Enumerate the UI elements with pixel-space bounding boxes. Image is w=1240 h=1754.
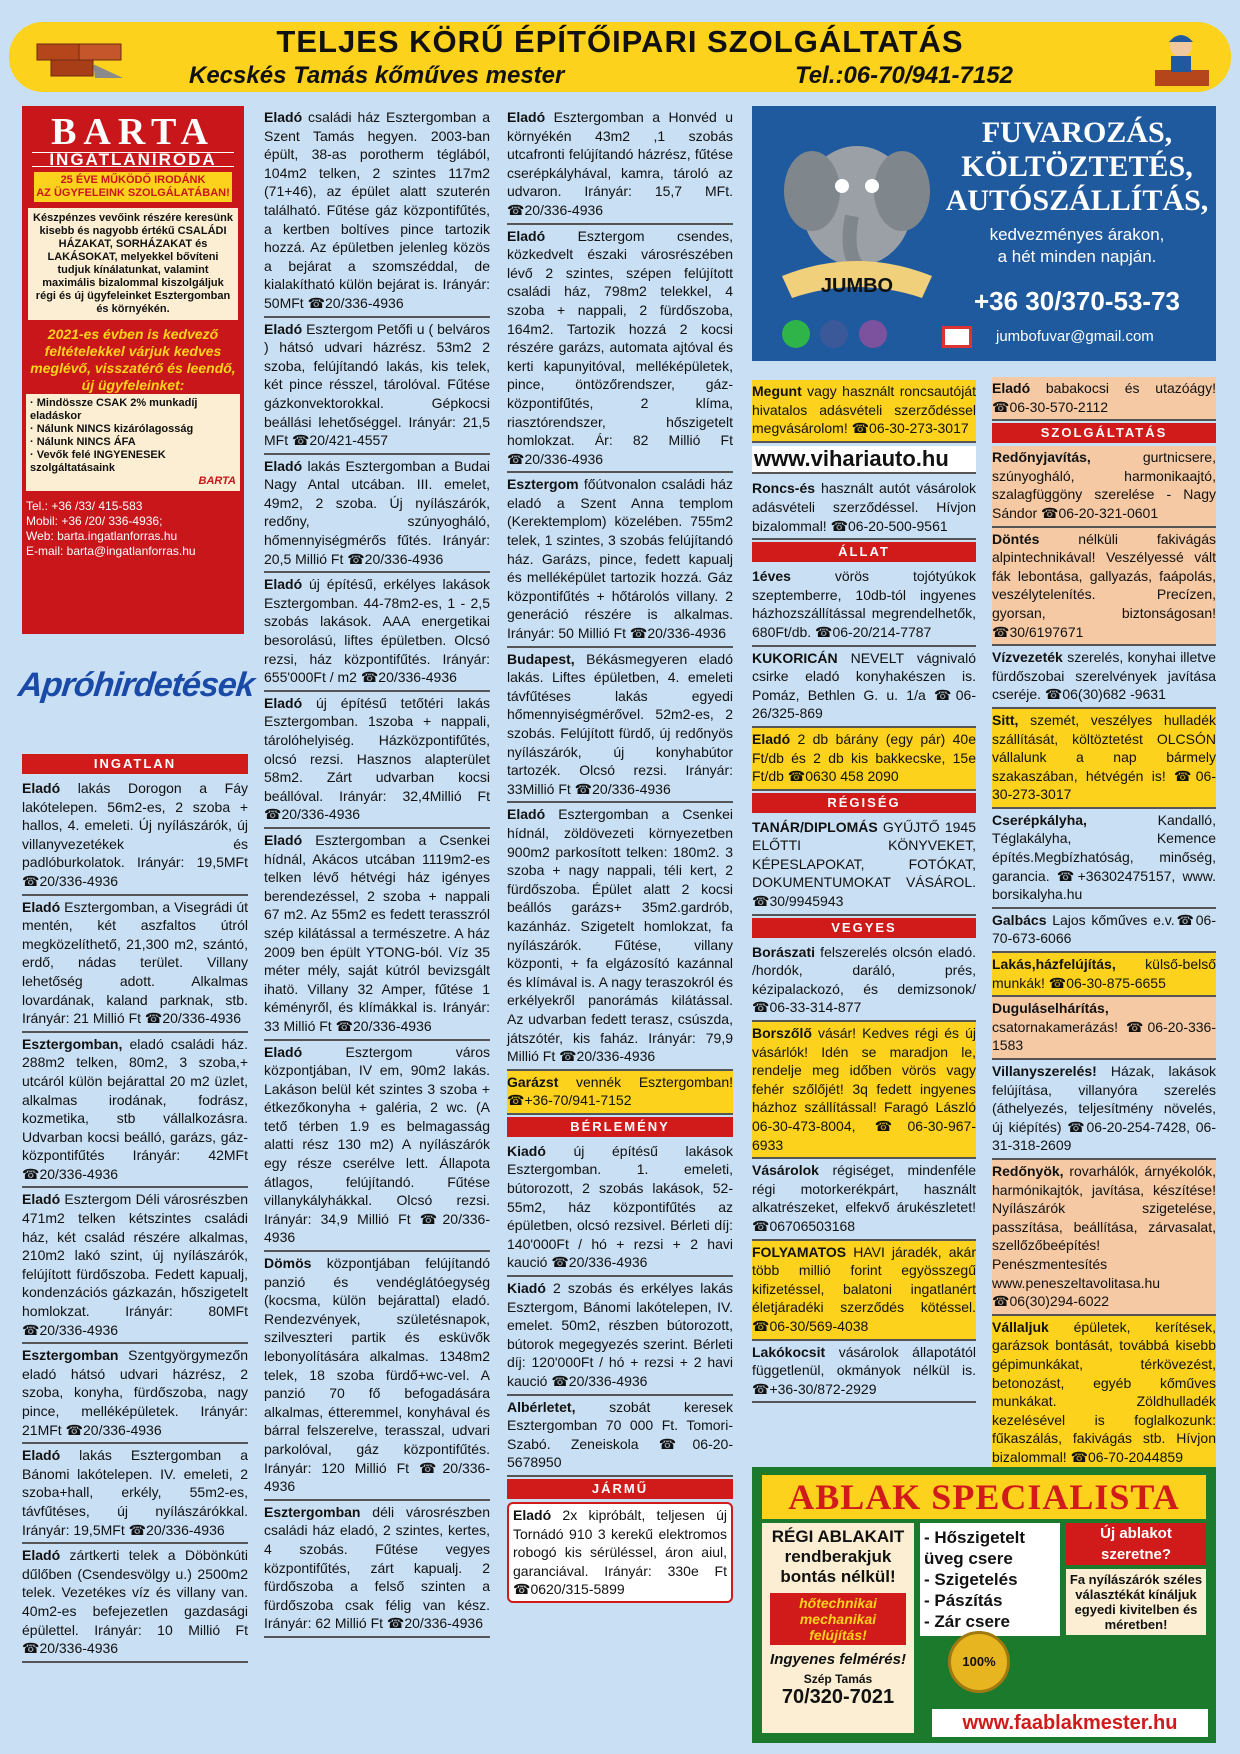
- classified-ad: [752, 380, 976, 443]
- barta-email[interactable]: E-mail: barta@ingatlanforras.hu: [26, 544, 196, 558]
- section-jarmu: JÁRMŰ: [507, 1479, 733, 1499]
- classifieds-heading: Apróhirdetések: [16, 666, 256, 704]
- classified-ad: [264, 1501, 490, 1638]
- ad-keyword: Kiadó: [507, 1142, 546, 1159]
- ablak-r2: szeretne?: [1066, 1544, 1206, 1565]
- classified-ad: [752, 647, 976, 728]
- ablak-left2: rendberakjuk: [784, 1547, 892, 1566]
- jumbo-h1: FUVAROZÁS,: [981, 116, 1173, 149]
- jumbo-sub2: a hét minden napján.: [997, 247, 1157, 266]
- ad-keyword: Eladó: [22, 1447, 61, 1464]
- website-link[interactable]: www.vihariauto.hu: [752, 446, 976, 475]
- jumbo-h3: AUTÓSZÁLLÍTÁS,: [945, 184, 1209, 217]
- ad-text: nélküli fakivágás alpintechnikával! Veszélyessé vált fák lebontása, gallyazás, faápolás, veszélytelenítés. Precízen, gyorsan, biztonságosan! ☎30/6197671: [992, 530, 1216, 640]
- ad-text: Esztergomban a Csenkei hídnál, Akácos utcában 1119m2-es telken lévő hétvégi ház igényes berendezéssel, 2 szoba + nappali 67 m2. Az 55m2 es fedett terasszról szép kilátással a természetre. A ház 2009 ben épült YTONG-ból. Víz 35 méter mély, saját kútról bevizsgált ihatö. Villany 32 Amper, fűtése 1 kéményről, és klímákkal is. Irányár: 33 Millió Ft ☎20/336-4936: [264, 831, 490, 1034]
- classified-ad: [22, 1344, 248, 1444]
- classified-ad: [752, 1159, 976, 1240]
- ablak-left: [762, 1523, 914, 1733]
- ad-keyword: Eladó: [264, 457, 303, 474]
- ablak-service: - Szigetelés: [924, 1570, 1018, 1589]
- classified-ad: [264, 106, 490, 318]
- ad-keyword: Eladó: [22, 1191, 61, 1208]
- classified-ad: [507, 803, 733, 1070]
- column-4: [752, 380, 976, 1403]
- classified-ad: [264, 455, 490, 574]
- header-banner: [9, 22, 1231, 92]
- ad-text: vagy használt roncsautóját hivatalos adásvételi szerződéssel megvásárolom! ☎06-30-273-3017: [752, 383, 976, 437]
- ad-keyword: Eladó: [264, 320, 303, 337]
- ad-keyword: Eladó: [507, 806, 546, 823]
- banner-title: TELJES KÖRŰ ÉPÍTŐIPARI SZOLGÁLTATÁS: [276, 24, 964, 59]
- classified-ad: [752, 1241, 976, 1341]
- ad-text: központjában felújítandó panzió és vendéglátóegység (kocsma, külön bejárattal) eladó. Rendezvények, születésnapok, szilveszteri partik és esküvők lebonyolítására alkalmas. 1348m2 telek, 18 szoba fürdő+wc-vel. A panzió 70 fő befogadására alkalmas, étteremmel, konyhával és bárral felszerelve, terasszal, udvari parkolóval, gáz központifűtés. Irányár: 120 Millió Ft ☎20/336-4936: [264, 1255, 490, 1495]
- ad-text: szerelés, konyhai illetve fürdőszobai szerelvények javítása cseréje. ☎06(30)682 -9631: [992, 649, 1216, 703]
- ad-text: családi ház Esztergomban a Szent Tamás hegyen. 2003-ban épült, 38-as porotherm téglából, 104m2 telken, 2 szintes 117m2 (71+46), az épület alatt szuterén található. Fűtése gáz központifűtés, a kertben boltíves pince tartozik hozzá. Az épületben jelenleg közös a bejárat a szomszéddal, de kialakítható külön bejárat is. Irányár: 50MFt ☎20/336-4936: [264, 109, 490, 311]
- classified-ad: [22, 1544, 248, 1663]
- ablak-right: [1066, 1523, 1206, 1635]
- ad-text: új építésű tetőtéri lakás Esztergomban. 1szoba + nappali, tárolóhelyiség. Házközpontifűtés, olcsó rezsi. Hasznos alapterület 58m2. Zárt udvarban kocsi beállóval. Irányár: 32,4Millió Ft ☎20/336-4936: [264, 694, 490, 823]
- ad-text: 2 szobás és erkélyes lakás Esztergom, Bánomi lakótelepen, IV. emelet. 50m2, részben bútorozott, bútorok megegyezés szerint. Bérleti díj: 120'000Ft / hó + rezsi + 2 havi kaució ☎20/336-4936: [507, 1280, 733, 1389]
- ablak-free: Ingyenes felmérés!: [770, 1651, 906, 1668]
- ad-keyword: Duguláselhárítás,: [992, 1000, 1109, 1017]
- ad-keyword: Esztergomban: [264, 1503, 361, 1520]
- ad-text: Kandalló, Téglakályha, Kemence építés.Megbízhatóság, minőség, garancia. ☎+36302475157, www. borsikalyha.hu: [992, 811, 1216, 903]
- banner-name: Kecskés Tamás kőműves mester: [189, 62, 565, 89]
- jumbo-sub: [952, 224, 1202, 268]
- ablak-r1: Új ablakot: [1066, 1523, 1206, 1544]
- ad-keyword: Eladó: [513, 1506, 552, 1523]
- section-berlemeny: BÉRLEMÉNY: [507, 1117, 733, 1137]
- ablak-name: Szép Tamás: [803, 1672, 873, 1686]
- ad-keyword: Eladó: [22, 780, 61, 796]
- ad-keyword: Eladó: [264, 109, 303, 125]
- ad-keyword: Vállaljuk: [992, 1318, 1049, 1335]
- classified-ad: [992, 809, 1216, 909]
- ad-text: lakás Esztergomban a Budai Nagy Antal utcában. III. emelet, 49m2, 2 szoba. Új nyílászárók, redőny, szúnyogháló, hőmennyiségmérős fűtés. Irányár: 20,5 Millió Ft ☎20/336-4936: [264, 457, 490, 567]
- ad-keyword: Albérletet,: [507, 1398, 576, 1415]
- ad-text: HAVI járadék, akár több millió forint egyösszegű kifizetéssel, balatoni ingatlanért életjáradéki szerződés kötéssel. ☎06-30/569-4038: [752, 1243, 976, 1334]
- ad-text: új építésű lakások Esztergomban. 1. emeleti, bútorozott, 2 szobás lakások, 52-55m2, ház központifűtés az épületben, olcsó rezsivel. Bérleti díj: 140'000Ft / hó + rezsi + 2 havi kaució ☎20/336-4936: [507, 1142, 733, 1271]
- section-allat: ÁLLAT: [752, 542, 976, 562]
- barta-italic: 2021-es évben is kedvező feltételekkel várjuk kedves meglévő, visszatérő és leendő, új ügyfeleinket:: [30, 326, 236, 393]
- classified-ad: [992, 709, 1216, 809]
- classified-ad: [752, 1341, 976, 1404]
- ablak-r3: Fa nyílászárók széles választékát kínáljuk egyedi kivitelben és méretben!: [1066, 1569, 1206, 1635]
- jumbo-phone: +36 30/370-53-73: [973, 286, 1180, 316]
- ad-keyword: Galbács: [992, 911, 1047, 928]
- ad-keyword: Esztergomban,: [22, 1035, 123, 1052]
- barta-benefits: [26, 394, 240, 491]
- social-icons: [782, 320, 893, 353]
- ad-text: eladó családi ház. 288m2 telken, 80m2, 3 szoba,+ utcáról külön bejárattal 20 m2 üzlet, alkalmas irodának, fodrász, kozmetika, stb vállalkozásra. Udvarban kocsi beálló, garázs, gáz-központifűtés Irányár: 42MFt ☎20/336-4936: [22, 1035, 248, 1182]
- ad-keyword: Eladó: [264, 831, 303, 848]
- classified-ad: [22, 1444, 248, 1544]
- ablak-service: - Hőszigetelt: [924, 1528, 1026, 1547]
- ad-keyword: Garázst: [507, 1073, 559, 1090]
- ad-text: Esztergomban a Csenkei hídnál, zöldövezeti környezetben 900m2 parkosított telken: 180m2. 3 szoba + nagy nappali, téli kert, 2 fürdőszoba. Épület alatt 2 kocsi beállós garázs+ 35m2.gardrób, kazánház. Szigetelt homlokzat, fa nyílászárók. Fűtése, villany központi, + fa elgázosító kazánnal és klímával is. A nagy teraszokról és erkélyekről panorámás kilátással. Az udvarban fedett terasz, csúszda, játszótér, kis faház. Irányár: 79,9 Millió Ft ☎20/336-4936: [507, 806, 733, 1065]
- ad-keyword: Eladó: [264, 1043, 303, 1060]
- classified-ad: [22, 896, 248, 1033]
- section-regiseg: RÉGISÉG: [752, 793, 976, 813]
- ad-keyword: Budapest,: [507, 650, 575, 667]
- ad-keyword: Villanyszerelés!: [992, 1063, 1097, 1079]
- jumbo-email[interactable]: jumbofuvar@gmail.com: [996, 328, 1154, 345]
- ad-text: szemét, veszélyes hulladék szállítását, költöztetést OLCSÓN vállalunk a nap bármely szakaszában, hétvégén is! ☎06-30-273-3017: [992, 711, 1216, 803]
- ad-text: 2 db bárány (egy pár) 40e Ft/db és 2 db kis bakkecske, 15e Ft/db ☎0630 458 2090: [752, 730, 976, 785]
- barta-contact: [26, 499, 240, 559]
- ad-keyword: Eladó: [507, 227, 546, 244]
- ad-keyword: Borászati: [752, 943, 816, 960]
- ad-keyword: Lakás,házfelújítás,: [992, 956, 1116, 973]
- section-ingatlan: INGATLAN: [22, 754, 248, 774]
- jumbo-logo-text: JUMBO: [820, 275, 894, 297]
- ad-text: csatornakamerázás! ☎06-20-336-1583: [992, 1018, 1216, 1054]
- classified-ad: [752, 728, 976, 791]
- ad-keyword: Megunt: [752, 383, 802, 399]
- ad-keyword: Roncs-és: [752, 480, 816, 497]
- ad-text: felszerelés olcsón eladó. /hordók, daráló, prés, kézipalackozó, és demizsonok/ ☎06-33-314-877: [752, 943, 976, 1016]
- barta-years-line1: 25 ÉVE MŰKÖDŐ IRODÁNK: [60, 174, 206, 186]
- barta-benefit: · Nálunk NINCS ÁFA: [30, 436, 136, 448]
- classified-ad: [992, 1060, 1216, 1160]
- classified-ad: [992, 1160, 1216, 1316]
- classified-ad: [264, 1041, 490, 1253]
- classified-ad: [752, 816, 976, 916]
- classified-ad: [22, 1188, 248, 1344]
- classified-ad: [264, 1252, 490, 1501]
- ad-text: régiséget, mindenféle régi motorkerékpárt, használt alkatrészeket, elfekvő árukészletet! ☎06706503168: [752, 1162, 976, 1234]
- classified-ad: [752, 477, 976, 540]
- barta-agency-ad: [22, 106, 244, 634]
- ad-text: vennék Esztergomban! ☎+36-70/941-7152: [507, 1073, 733, 1109]
- ad-text: Esztergom csendes, közkedvelt északi városrészében lévő 2 szintes, szépen felújított családi ház, 798m2 telekkel, 4 szoba + nappali, 2 fürdőszoba, 164m2. Tartozik hozzá 2 kocsi részére garázs, automata ajtóval és kerti kapunyitóval, melléképületek, pince, öntözőrendszer, gáz-központifűtés, 2 klíma, riasztórendszer, hőszigetelt homlokzat. Ár: 82 Millió Ft ☎20/336-4936: [507, 227, 733, 467]
- ad-keyword: Vásárolok: [752, 1162, 819, 1179]
- facebook-icon[interactable]: [820, 320, 848, 348]
- ablak-specialista-ad: [752, 1467, 1216, 1743]
- ad-text: használt autót vásárolok adásvételi szerződéssel. Hívjon bizalommal! ☎06-20-500-9561: [752, 480, 976, 534]
- ad-keyword: Eladó: [992, 380, 1031, 396]
- ad-text: vörös tojótyúkok szeptemberre, 10db-tól ingyenes házhozszállítással megrendelhetők, 680Ft/db. ☎06-20/214-7787: [752, 568, 976, 640]
- ablak-web[interactable]: www.faablakmester.hu: [932, 1709, 1208, 1737]
- classified-ad: [264, 829, 490, 1041]
- classified-ad: [992, 997, 1216, 1060]
- ad-text: NEVELT vágnivaló csirke eladó konyhakészen is. Pomáz, Bethlen G. u. 1/a ☎06-26/325-869: [752, 649, 976, 722]
- ad-text: zártkerti telek a Döbönkúti dűlőben (Csendesvölgy u.) 2500m2 telek. Vezetékes víz és villany van. 40m2-es befejezetlen gazdasági épülettel. Irányár: 10 Millió Ft ☎20/336-4936: [22, 1547, 248, 1657]
- ablak-left3: bontás nélkül!: [780, 1567, 896, 1586]
- ad-keyword: KUKORICÁN: [752, 649, 838, 666]
- classified-ad: [992, 528, 1216, 647]
- ablak-phone: 70/320-7021: [781, 1686, 895, 1708]
- barta-benefit: · Mindössze CSAK 2% munkadíj eladáskor: [30, 397, 198, 422]
- classified-ad: [264, 692, 490, 829]
- ad-text: Lajos kőműves e.v.☎06-70-673-6066: [992, 911, 1216, 947]
- ad-text: külső-belső munkák! ☎06-30-875-6655: [992, 956, 1216, 991]
- ad-text: lakás Esztergomban a Bánomi lakótelepen. IV. emeleti, 2 szoba+hall, erkély, 55m2-es, távfűtéses, új nyílászárókkal. Irányár: 19,5MFt ☎20/336-4936: [22, 1447, 248, 1538]
- elephant-logo-icon: [772, 126, 942, 306]
- jumbo-ad: [752, 106, 1216, 361]
- ad-text: Békásmegyeren eladó lakás. Liftes épületben, 4. emeleti távfűtéses lakás egyedi hőmennyiségmérővel. 52m2-es, 2 szobás. Felújított fürdő, új redőnyös nyílászárók, új konyhabútor tartozék. Olcsó rezsi. Irányár: 33Millió Ft ☎20/336-4936: [507, 650, 733, 797]
- barta-benefit: · Vevők felé INGYENESEK szolgáltatásaink: [30, 449, 166, 474]
- ad-keyword: Borszőlő: [752, 1025, 812, 1042]
- column-1: [22, 752, 248, 1663]
- ad-keyword: Esztergom: [507, 476, 579, 493]
- ad-text: főútvonalon családi ház eladó a Szent Anna templom (Kerektemplom) közelében. 755m2 telek, 1 szintes, 3 szobás felújítandó ház. Garázs, pince, fedett kapualj és melléképület tartozik hozzá. Gáz központifűtés + hőtárolós villany. 2 generáció részére is alkalmas. Irányár: 50 Millió Ft ☎20/336-4936: [507, 476, 733, 642]
- classified-ad: [507, 1277, 733, 1396]
- ad-keyword: Dömös: [264, 1255, 312, 1272]
- classified-ad: [22, 1033, 248, 1189]
- barta-years-line2: AZ ÜGYFELEINK SZOLGÁLATÁBAN!: [36, 187, 230, 199]
- jumbo-h2: KÖLTÖZTETÉS,: [961, 150, 1193, 183]
- ablak-services: [920, 1523, 1060, 1636]
- jumbo-sub1: kedvezményes árakon,: [989, 225, 1165, 244]
- ad-text: déli városrészben családi ház eladó, 2 szintes, kertes, 4 szobás. Fűtése vegyes központifűtés, zárt kapualj. 2 fürdőszoba a felső szinten a fürdőszoba csak félig van kész. Irányár: 62 Millió Ft ☎20/336-4936: [264, 1503, 490, 1632]
- section-vegyes: VEGYES: [752, 918, 976, 938]
- barta-logo: BARTA: [198, 475, 236, 487]
- ad-keyword: Eladó: [22, 898, 61, 915]
- ad-keyword: TANÁR/DIPLOMÁS: [752, 818, 878, 835]
- classified-ad: [992, 953, 1216, 997]
- classified-ad: [507, 473, 733, 647]
- column-5: [992, 377, 1216, 1471]
- ad-keyword: Esztergomban: [22, 1347, 119, 1364]
- classified-ad: [752, 565, 976, 646]
- ad-text: Esztergom Petőfi u ( belváros ) hátsó udvari házrész. 53m2 2 szoba, felújítandó lakás, kis telek, két pince résszel, tárolóval. Fűtése gázkonvektorokkal. Gépkocsi beállási lehetőséggel. Irányár: 21,5 MFt ☎20/421-4557: [264, 320, 490, 449]
- ad-text: Esztergom város központjában, IV em, 90m2 lakás. Lakáson belül két szintes 3 szoba + étkezőkonyha + galéria, 2 wc. (A tető térben 1.9 es belmagasság alatti rész 130 m2) A nyílászárók egy része cserélve lett. Állapota átlagos, felújítandó. Fűtése villanykályhákkal. Olcsó rezsi. Irányár: 34,9 Millió Ft ☎20/336-4936: [264, 1043, 490, 1246]
- ad-keyword: Eladó: [264, 694, 303, 711]
- ad-text: új építésű, erkélyes lakások Esztergomban. 44-78m2-es, 1 - 2,5 szobás lakások. AAA energetikai besorolású, liftes épületben. Olcsó rezsi, ház központifűtés. Irányár: 655'000Ft / m2 ☎20/336-4936: [264, 576, 490, 686]
- ad-keyword: Döntés: [992, 530, 1040, 547]
- classified-ad: [264, 318, 490, 455]
- barta-mobile: Mobil: +36 /20/ 336-4936;: [26, 514, 163, 528]
- classified-ad: [507, 648, 733, 804]
- column-3: [507, 106, 733, 1603]
- ad-text: 2x kipróbált, teljesen új Tornádó 910 3 kerekű elektromos robogó kis sérüléssel, áron aiul, garanciával. Irányár: 330e Ft ☎0620/315-5899: [513, 1506, 727, 1598]
- ad-keyword: Redőnyjavítás,: [992, 449, 1091, 466]
- ad-text: babakocsi és utazóágy! ☎06-30-570-2112: [992, 380, 1216, 415]
- ad-keyword: Kiadó: [507, 1280, 546, 1297]
- ad-keyword: Eladó: [507, 109, 546, 125]
- ad-keyword: FOLYAMATOS: [752, 1243, 847, 1260]
- classified-ad: [264, 573, 490, 692]
- classified-ad: [992, 1316, 1216, 1472]
- classified-ad: [992, 377, 1216, 421]
- ad-text: szobát keresek Esztergomban 70 000 Ft. Tomori-Szabó. Zeneiskola ☎06-20-5678950: [507, 1398, 733, 1471]
- barta-offer: Készpénzes vevőink részére keresünk kisebb és nagyobb értékű CSALÁDI HÁZAKAT, SORHÁZAKAT és LAKÁSOKAT, melyekkel bővíteni tudjuk kínálatunkat, valamint maximális bizalommal kiszolgáljuk régi és új ügyfeleinket Esztergomban és környékén.: [28, 208, 238, 320]
- classified-ad: [992, 646, 1216, 709]
- ad-keyword: Sitt,: [992, 711, 1019, 728]
- ad-text: vásárolok állapotától függetlenül, okmányok nélkül is. ☎+36-30/872-2929: [752, 1343, 976, 1397]
- viber-icon[interactable]: [859, 320, 887, 348]
- ablak-tech: hőtechnikai mechanikai felújítás!: [770, 1593, 906, 1645]
- column-2: [264, 106, 490, 1638]
- ad-text: Szentgyörgymezőn eladó hátsó udvari házrész, 2 szoba, konyha, fürdőszoba, nagy pince, melléképületek. Irányár: 21MFt ☎20/336-4936: [22, 1347, 248, 1438]
- classified-ad: [752, 941, 976, 1022]
- ad-keyword: Cserépkályha,: [992, 811, 1087, 828]
- mason-worker-icon: [1151, 26, 1213, 88]
- ad-keyword: 1éves: [752, 568, 791, 585]
- classified-ad: [992, 909, 1216, 953]
- classified-ad: [752, 1022, 976, 1159]
- ad-keyword: Eladó: [752, 730, 791, 747]
- barta-subtitle: INGATLANIRODA: [32, 152, 234, 167]
- ad-text: lakás Dorogon a Fáy lakótelepen. 56m2-es, 2 szoba + hallos, 4. emeleti. Új nyílászárók, új villanyvezetékek és padlóburkolatok. Irányár: 19,5MFt ☎20/336-4936: [22, 780, 248, 889]
- barta-title: BARTA: [51, 111, 215, 153]
- classified-ad: [507, 1071, 733, 1115]
- ad-text: gurtnicsere, szúnyogháló, harmonikaajtó, szalagfüggöny szerelése - Nagy Sándor ☎06-20-321-0601: [992, 449, 1216, 521]
- section-szolgaltatas: SZOLGÁLTATÁS: [992, 423, 1216, 443]
- ad-keyword: Eladó: [264, 576, 303, 593]
- guarantee-seal-icon: 100%: [948, 1631, 1010, 1693]
- ad-text: Esztergomban a Honvéd u környékén 43m2 ,1 szobás utcafronti felújítandó házrész, fűtése cserépkályhával, kamra, tároló az udvaron. Irányár: 15,7 MFt. ☎20/336-4936: [507, 109, 733, 218]
- classified-ad: [507, 106, 733, 225]
- ad-keyword: Lakókocsit: [752, 1343, 826, 1360]
- whatsapp-icon[interactable]: [782, 320, 810, 348]
- classified-ad: [507, 1396, 733, 1477]
- ad-text: GYŰJTŐ 1945 ELŐTTI KÖNYVEKET, KÉPESLAPOKAT, FOTÓKAT, DOKUMENTUMOKAT VÁSÁROL. ☎30/9945943: [752, 818, 976, 910]
- classified-ad: [507, 1140, 733, 1277]
- ad-text: Házak, lakások felújítása, villanyóra szerelés (áthelyezés, teljesítmény növelés, új kiépítés) ☎06-20-254-7428, 06-31-318-2609: [992, 1063, 1216, 1154]
- ad-text: épületek, kerítések, garázsok bontását, továbbá kisebb gépimunkákat, térkövezést, betonozást, egyéb kőműves munkákat. Zöldhulladék kezelésével is foglalkozunk: fűkaszálás, fakivágás stb. Hívjon bizalommal! ☎06-70-2044859: [992, 1318, 1216, 1465]
- ad-text: vásár! Kedves régi és új vásárlók! Idén se maradjon le, rendelje meg időben vörös vagy fehér szőlőjét! 3q fedett ingyenes házhoz szállítással! Faragó László 06-30-473-8004, ☎06-30-967-6933: [752, 1025, 976, 1153]
- ablak-service: - Pászítás: [924, 1591, 1003, 1610]
- ad-text: rovarhálók, árnyékolók, harmónikajtók, javítása, készítése! Nyílászárók szigetelése, passzítása, beállítása, zárvasalat, szellőzőbeépítés! Penészmentesítés www.peneszeltavolitasa.hu ☎06(30)294-6022: [992, 1162, 1216, 1310]
- classified-ad: [992, 446, 1216, 527]
- ad-keyword: Redőnyök,: [992, 1162, 1064, 1179]
- ad-text: Esztergom Déli városrészben 471m2 telken kétszintes családi ház, két család részére alkalmas, 210m2 lakó szint, új nyílászárók, felújított fürdőszoba. Fedett kapualj, kondenzációs gázkazán, hőszigetelt homlokzat. Irányár: 80MFt ☎20/336-4936: [22, 1191, 248, 1338]
- barta-tel: Tel.: +36 /33/ 415-583: [26, 499, 143, 513]
- ad-text: Esztergomban, a Visegrádi út mentén, két aszfaltos útról megközelíthető, 21,300 m2, szántó, erdő, nádas terület. Villany lehetőség adott. Alkalmas lovardának, kaland parknak, stb. Irányár: 21 Millió Ft ☎20/336-4936: [22, 898, 248, 1027]
- ablak-left1: RÉGI ABLAKAIT: [771, 1527, 905, 1546]
- gmail-icon: [942, 326, 972, 348]
- ablak-title: ABLAK SPECIALISTA: [762, 1475, 1206, 1519]
- classified-ad: [507, 1502, 733, 1603]
- ad-keyword: Eladó: [22, 1547, 61, 1564]
- banner-phone: Tel.:06-70/941-7152: [795, 62, 1013, 89]
- barta-years: [34, 172, 232, 202]
- barta-benefit: · Nálunk NINCS kizárólagosság: [30, 423, 194, 435]
- classified-ad: [22, 777, 248, 896]
- ad-keyword: Vízvezeték: [992, 649, 1063, 666]
- ablak-service: üveg csere: [924, 1549, 1013, 1568]
- ablak-service: - Zár csere: [924, 1612, 1010, 1631]
- classified-ad: [507, 225, 733, 474]
- barta-web[interactable]: Web: barta.ingatlanforras.hu: [26, 529, 178, 543]
